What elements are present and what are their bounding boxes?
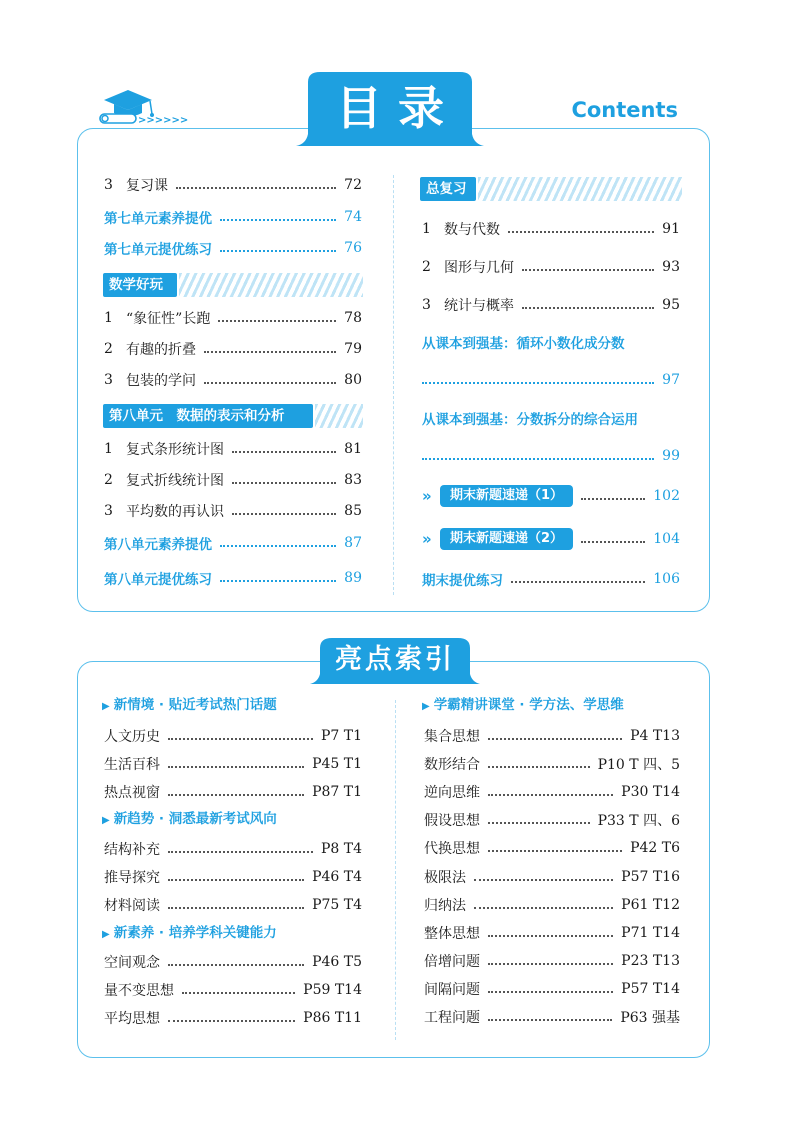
index-item[interactable]: 工程问题 P63 强基 bbox=[424, 1010, 680, 1026]
toc-pill-entry[interactable]: » 期末新题速递（2） 104 bbox=[422, 530, 680, 548]
index-item[interactable]: 结构补充 P8 T4 bbox=[104, 841, 362, 858]
toc-entry-title[interactable]: 从课本到强基：循环小数化成分数 bbox=[422, 336, 625, 352]
index-item[interactable]: 空间观念 P46 T5 bbox=[104, 954, 362, 971]
index-title: 亮点索引 bbox=[335, 644, 455, 675]
contents-label: Contents bbox=[571, 98, 678, 122]
index-item[interactable]: 整体思想 P71 T14 bbox=[424, 925, 680, 942]
toc-entry[interactable]: 第八单元提优练习 89 bbox=[104, 570, 362, 588]
toc-entry[interactable]: 2 图形与几何 93 bbox=[422, 259, 680, 276]
index-item[interactable]: 数形结合 P10 T 四、5 bbox=[424, 757, 680, 773]
toc-pill-entry[interactable]: » 期末新题速递（1） 102 bbox=[422, 487, 680, 505]
toc-entry[interactable]: 3 统计与概率 95 bbox=[422, 297, 680, 314]
index-category: ▶ 学霸精讲课堂 · 学方法、学思维 bbox=[422, 697, 624, 713]
index-item[interactable]: 代换思想 P42 T6 bbox=[424, 840, 680, 857]
index-item[interactable]: 平均思想 P86 T11 bbox=[104, 1010, 362, 1027]
toc-entry-page[interactable]: 99 bbox=[422, 444, 680, 468]
toc-entry[interactable]: 1 “象征性”长跑 78 bbox=[104, 310, 362, 327]
index-item[interactable]: 集合思想 P4 T13 bbox=[424, 728, 680, 745]
toc-entry[interactable]: 期末提优练习 106 bbox=[422, 571, 680, 589]
section-banner-review: 总复习 bbox=[420, 177, 682, 201]
index-divider bbox=[395, 700, 396, 1040]
index-item[interactable]: 人文历史 P7 T1 bbox=[104, 728, 362, 745]
triangle-right-icon: ▶ bbox=[102, 929, 110, 940]
section-banner-unit8: 第八单元 数据的表示和分析 bbox=[103, 404, 363, 428]
double-chevron-icon: » bbox=[422, 530, 432, 548]
toc-entry[interactable]: 第八单元素养提优 87 bbox=[104, 535, 362, 553]
index-item[interactable]: 逆向思维 P30 T14 bbox=[424, 784, 680, 801]
toc-entry[interactable]: 1 数与代数 91 bbox=[422, 221, 680, 238]
toc-entry-page[interactable]: 97 bbox=[422, 368, 680, 392]
toc-entry[interactable]: 3 复习课 72 bbox=[104, 177, 362, 194]
index-category: ▶ 新素养 · 培养学科关键能力 bbox=[102, 925, 277, 941]
toc-entry[interactable]: 2 复式折线统计图 83 bbox=[104, 472, 362, 489]
triangle-right-icon: ▶ bbox=[102, 701, 110, 712]
toc-entry[interactable]: 1 复式条形统计图 81 bbox=[104, 441, 362, 458]
graduation-cap-icon bbox=[98, 80, 189, 128]
index-category: ▶ 新趋势 · 洞悉最新考试风向 bbox=[102, 811, 277, 827]
triangle-right-icon: ▶ bbox=[102, 815, 110, 826]
toc-divider bbox=[393, 175, 394, 595]
triangle-right-icon: ▶ bbox=[422, 701, 430, 712]
index-item[interactable]: 极限法 P57 T16 bbox=[424, 869, 680, 886]
index-category: ▶ 新情境 · 贴近考试热门话题 bbox=[102, 697, 277, 713]
index-item[interactable]: 推导探究 P46 T4 bbox=[104, 869, 362, 886]
index-item[interactable]: 生活百科 P45 T1 bbox=[104, 756, 362, 773]
page-title: 目录 bbox=[336, 81, 460, 135]
toc-entry[interactable]: 第七单元提优练习 76 bbox=[104, 240, 362, 258]
index-item[interactable]: 间隔问题 P57 T14 bbox=[424, 981, 680, 998]
index-item[interactable]: 归纳法 P61 T12 bbox=[424, 897, 680, 914]
toc-entry[interactable]: 3 包装的学问 80 bbox=[104, 372, 362, 389]
double-chevron-icon: » bbox=[422, 487, 432, 505]
index-item[interactable]: 材料阅读 P75 T4 bbox=[104, 897, 362, 914]
index-item[interactable]: 量不变思想 P59 T14 bbox=[104, 982, 362, 999]
svg-text:>>>>>>: >>>>>> bbox=[138, 115, 189, 126]
index-item[interactable]: 假设思想 P33 T 四、6 bbox=[424, 813, 680, 829]
index-item[interactable]: 热点视窗 P87 T1 bbox=[104, 784, 362, 801]
index-item[interactable]: 倍增问题 P23 T13 bbox=[424, 953, 680, 970]
toc-entry-title[interactable]: 从课本到强基：分数拆分的综合运用 bbox=[422, 412, 638, 428]
toc-entry[interactable]: 第七单元素养提优 74 bbox=[104, 209, 362, 227]
section-banner-fun: 数学好玩 bbox=[103, 273, 363, 297]
toc-entry[interactable]: 2 有趣的折叠 79 bbox=[104, 341, 362, 358]
toc-entry[interactable]: 3 平均数的再认识 85 bbox=[104, 503, 362, 520]
